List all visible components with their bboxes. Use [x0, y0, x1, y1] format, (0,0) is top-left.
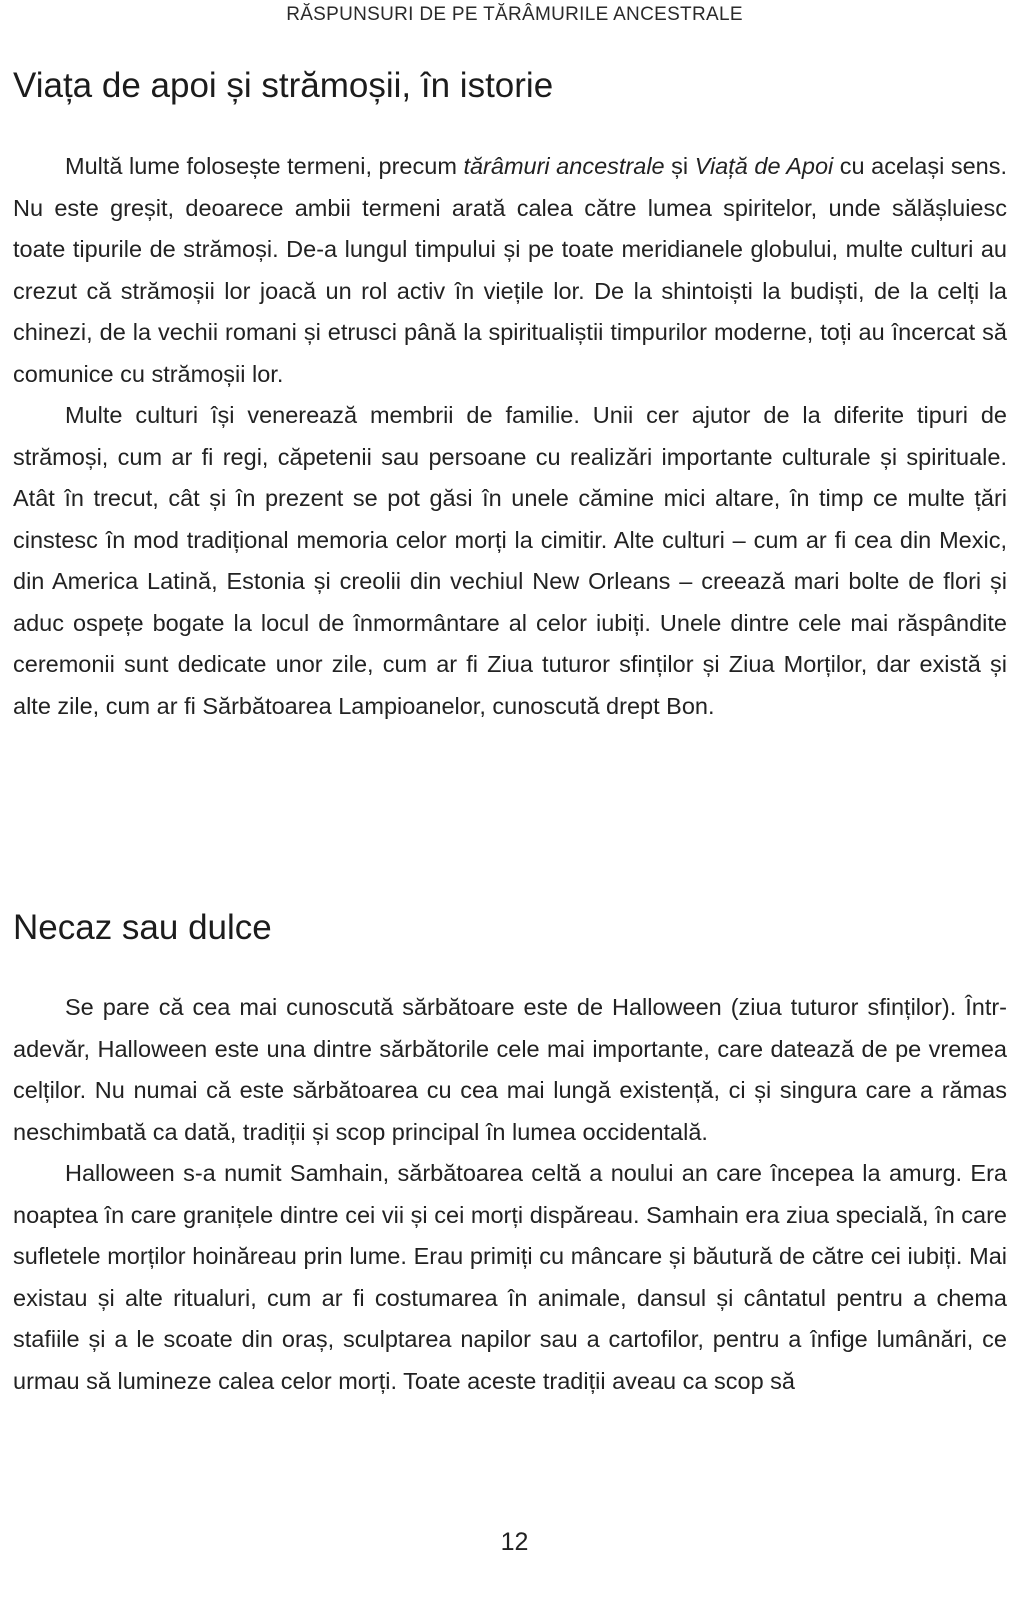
section-body-afterlife: [13, 146, 1007, 727]
paragraph: Halloween s-a numit Samhain, sărbătoarea celtă a noului an care începea la amurg. Era noaptea în care granițele dintre cei vii și cei morți dispăreau. Samhain era ziua specială, în care sufletele morților hoinăreau prin lume. Erau primiți cu mâncare și băutură de către cei iubiți. Mai existau și alte ritualuri, cum ar fi costumarea în animale, dansul și cântatul pentru a chema stafiile și a le scoate din oraș, sculptarea napilor sau a cartofilor, pentru a înfige lumânări, ce urmau să lumineze calea celor morți. Toate aceste tradiții aveau ca scop să: [13, 1160, 1007, 1394]
running-header: RĂSPUNSURI DE PE TĂRÂMURILE ANCESTRALE: [286, 4, 743, 25]
section-title-afterlife: Viața de apoi și strămoșii, în istorie: [13, 66, 554, 105]
italic-term: tărâmuri ancestrale: [463, 153, 665, 179]
section-body-halloween: [13, 987, 1007, 1402]
section-title-trick-or-treat: Necaz sau dulce: [13, 908, 272, 947]
paragraph: Multe culturi își venerează membrii de familie. Unii cer ajutor de la diferite tipuri de strămoși, cum ar fi regi, căpetenii sau persoane cu realizări importante culturale și spirituale. Atât în trecut, cât și în prezent se pot găsi în unele cămine mici altare, în timp ce multe țări cinstesc în mod tradițional memoria celor morți la cimitir. Alte culturi – cum ar fi cea din Mexic, din America Latină, Estonia și creolii din vechiul New Orleans – creează mari bolte de flori și aduc ospețe bogate la locul de înmormântare al celor iubiți. Unele dintre cele mai răspândite ceremonii sunt dedicate unor zile, cum ar fi Ziua tuturor sfinților și Ziua Morților, dar există și alte zile, cum ar fi Sărbătoarea Lampioanelor, cunoscută drept Bon.: [13, 402, 1007, 719]
italic-term: Viață de Apoi: [694, 153, 834, 179]
text-run: cu același sens. Nu este greșit, deoarece ambii termeni arată calea către lumea spiritelor, unde sălășluiesc toate tipurile de strămoși. De-a lungul timpului și pe toate meridianele globului, multe culturi au crezut că strămoșii lor joacă un rol activ în viețile lor. De la shintoiști la budiști, de la celți la chinezi, de la vechii romani și etrusci până la spiritualiștii timpurilor moderne, toți au încercat să comunice cu strămoșii lor.: [13, 153, 1008, 387]
text-run: și: [664, 153, 695, 179]
page-number: 12: [500, 1528, 529, 1556]
paragraph: Se pare că cea mai cunoscută sărbătoare este de Halloween (ziua tuturor sfinților). Într-adevăr, Halloween este una dintre sărbătorile cele mai importante, care datează de pe vremea celților. Nu numai că este sărbătoarea cu cea mai lungă existență, ci și singura care a rămas neschimbată ca dată, tradiții și scop principal în lumea occidentală.: [13, 994, 1007, 1145]
paragraph: [13, 146, 1007, 395]
text-run: Multă lume folosește termeni, precum: [65, 153, 464, 179]
